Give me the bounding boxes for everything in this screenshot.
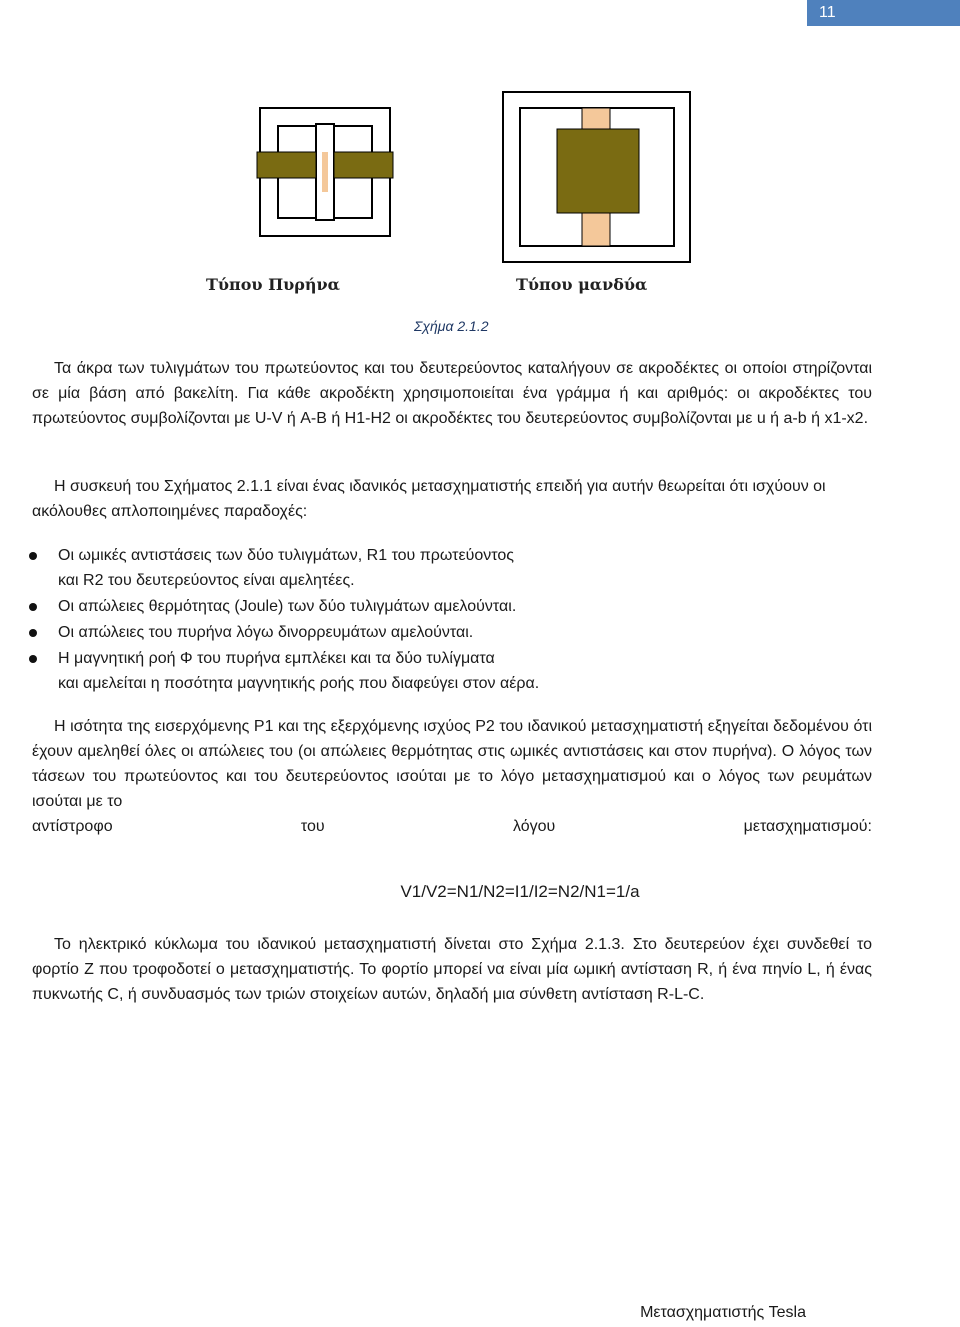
paragraph-power-equality-last-line: αντίστροφο του λόγου μετασχηματισμού:	[32, 818, 872, 835]
page-number: 11	[819, 4, 836, 21]
paragraph-terminals: Τα άκρα των τυλιγμάτων του πρωτεύοντος και του δευτερεύοντος καταλήγουν σε ακροδέκτες οι οποίοι στηρίζονται σε μία βάση από βακελίτη. Για κάθε ακροδέκτη χρησιμοποιείται ένα γράμμα ή και αριθμός: οι ακροδέκτες του πρωτεύοντος συμβολίζονται με U-V ή A-B ή H1-H2 οι ακροδέκτες του δευτερεύοντος συμβολίζονται με u ή a-b ή x1-x2.	[32, 360, 872, 427]
core-winding-left	[257, 152, 316, 178]
core-type-diagram	[257, 108, 393, 236]
assumptions-list	[32, 543, 892, 697]
ratio-formula: V1/V2=N1/N2=I1/I2=N2/N1=1/a	[400, 882, 640, 901]
transformer-diagrams	[200, 90, 700, 305]
paragraph-ideal-circuit: Το ηλεκτρικό κύκλωμα του ιδανικού μετασχηματιστή δίνεται στο Σχήμα 2.1.3. Στο δευτερεύον έχει συνδεθεί το φορτίο Z που τροφοδοτεί ο μετασχηματιστής. Το φορτίο μπορεί να είναι μία ωμική αντίσταση R, ή ένα πηνίο L, ή ένας πυκνωτής C, ή συνδυασμός των τριών στοιχείων αυτών, δηλαδή μια σύνθετη αντίσταση R-L-C.	[32, 936, 872, 1003]
list-item: Η μαγνητική ροή Φ του πυρήνα εμπλέκει και τα δύο τυλίγματα και αμελείται η ποσότητα μαγνητικής ροής που διαφεύγει στον αέρα.	[32, 646, 892, 696]
shell-type-label: Τύπου μανδύα	[516, 275, 648, 294]
footer-title: Μετασχηματιστής Tesla	[640, 1304, 806, 1321]
paragraph-ideal-device: Η συσκευή του Σχήματος 2.1.1 είναι ένας ιδανικός μετασχηματιστής επειδή για αυτήν θεωρείται ότι ισχύουν οι ακόλουθες απλοποιημένες παραδοχές:	[32, 478, 826, 520]
list-item: Οι ωμικές αντιστάσεις των δύο τυλιγμάτων, R1 του πρωτεύοντος και R2 του δευτερεύοντος είναι αμελητέες.	[32, 543, 892, 593]
shell-winding	[557, 129, 639, 213]
list-item: Οι απώλειες θερμότητας (Joule) των δύο τυλιγμάτων αμελούνται.	[32, 594, 892, 619]
transformer-types-figure	[200, 90, 700, 305]
list-item: Οι απώλειες του πυρήνα λόγω δινορρευμάτων αμελούνται.	[32, 620, 892, 645]
core-insulator	[322, 152, 328, 192]
shell-type-diagram	[503, 92, 690, 262]
core-type-label: Τύπου Πυρήνα	[206, 275, 340, 294]
core-winding-right	[334, 152, 393, 178]
paragraph-power-equality: Η ισότητα της εισερχόμενης P1 και της εξερχόμενης ισχύος P2 του ιδανικού μετασχηματιστή εξηγείται δεδομένου ότι έχουν αμεληθεί όλες οι απώλειες του (οι απώλειες θερμότητας στις ωμικές αντιστάσεις και στον πυρήνα). Ο λόγος των τάσεων του πρωτεύοντος και του δευτερεύοντος ισούται με το λόγο μετασχηματισμού και ο λόγος των ρευμάτων ισούται με το	[32, 718, 872, 810]
page-number-badge	[807, 0, 960, 26]
figure-caption: Σχήμα 2.1.2	[414, 318, 489, 334]
